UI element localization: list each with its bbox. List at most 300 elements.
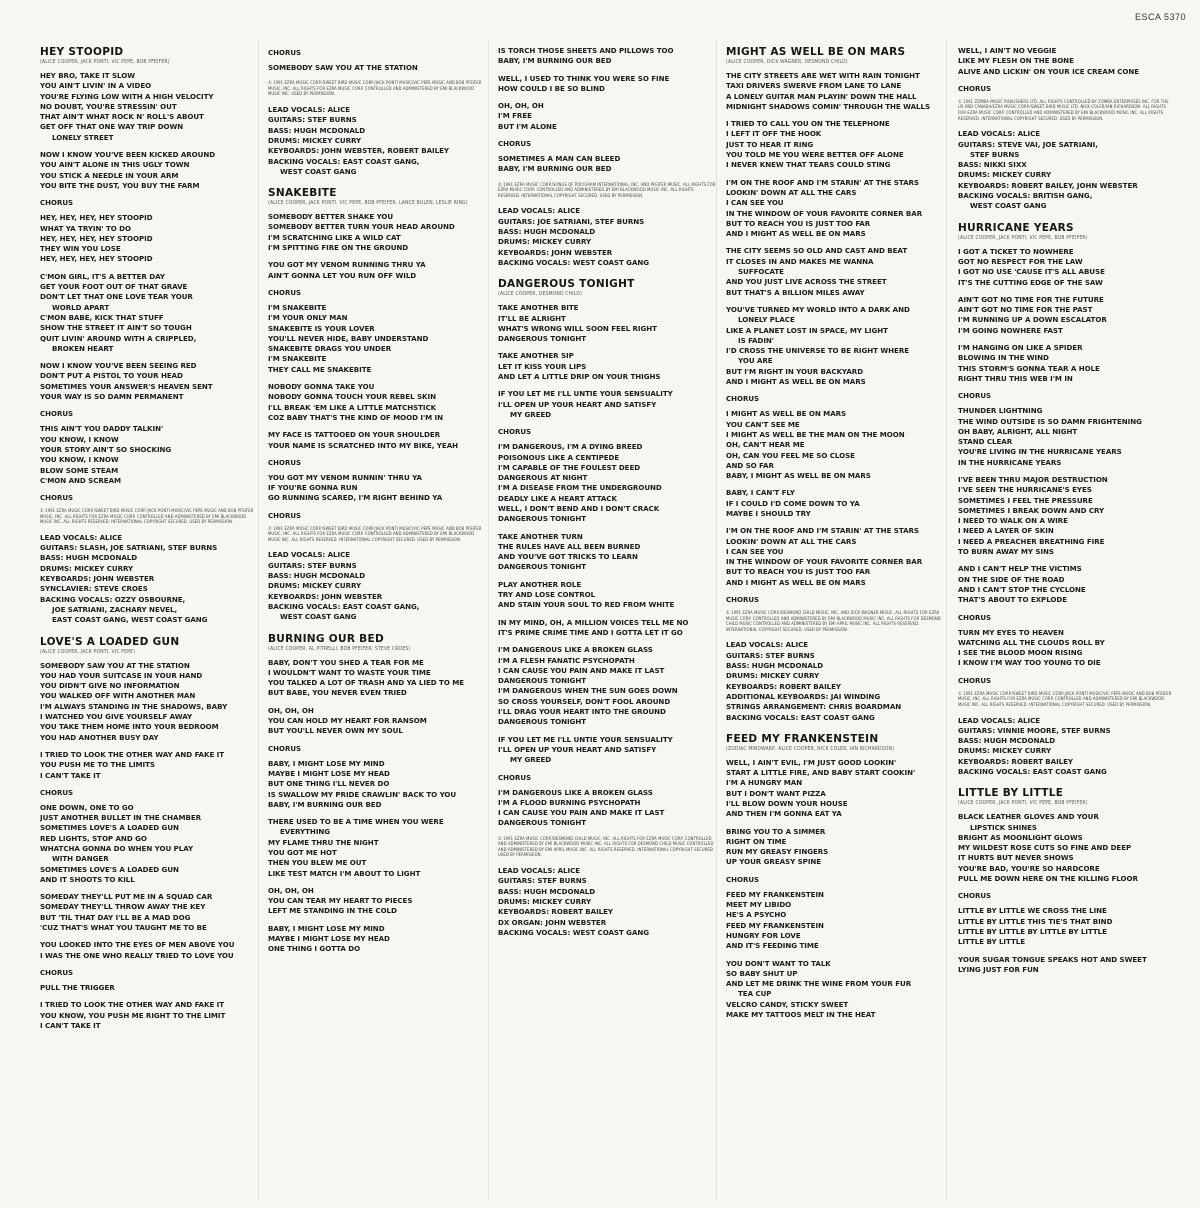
lyric-stanza <box>40 150 258 191</box>
credit-line: KEYBOARDS: ROBERT BAILEY <box>958 756 1074 766</box>
lyric-line: START A LITTLE FIRE, AND BABY START COOKIN' <box>726 768 916 778</box>
lyric-line: EVERYTHING <box>280 827 331 837</box>
lyric-line: YOU CAN'T SEE ME <box>726 419 800 429</box>
lyric-line: THEY WIN YOU LOSE <box>40 244 121 254</box>
chorus-label: CHORUS <box>268 288 302 297</box>
lyric-line: SOMEBODY SAW YOU AT THE STATION <box>268 63 418 72</box>
lyric-line: LITTLE BY LITTLE THIS TIE'S THAT BIND <box>958 916 1113 926</box>
lyric-line: I WATCHED YOU GIVE YOURSELF AWAY <box>40 712 193 722</box>
lyric-line: WORLD APART <box>52 302 110 312</box>
lyric-line: AND YOU'VE GOT TRICKS TO LEARN <box>498 552 638 562</box>
lyric-line: RIGHT THRU THIS WEB I'M IN <box>958 373 1073 383</box>
chorus-label: CHORUS <box>958 892 992 901</box>
lyric-line: MY FLAME THRU THE NIGHT <box>268 837 379 847</box>
lyric-line: OH BABY, ALRIGHT, ALL NIGHT <box>958 426 1078 436</box>
lyric-line: BUT YOU'LL NEVER OWN MY SOUL <box>268 726 403 736</box>
lyric-stanza <box>40 803 258 885</box>
credit-line: KEYBOARDS: ROBERT BAILEY, JOHN WEBSTER <box>958 180 1138 190</box>
lyric-line: I'VE BEEN THRU MAJOR DESTRUCTION <box>958 474 1108 484</box>
credit-line: JOE SATRIANI, ZACHARY NEVEL, <box>52 604 178 614</box>
lyric-line: HEY, HEY, HEY, HEY STOOPID <box>40 213 153 223</box>
lyric-line: THEY CALL ME SNAKEBITE <box>268 364 372 374</box>
lyric-line: SOMETIMES LOVE'S A LOADED GUN <box>40 823 179 833</box>
lyric-line: THE CITY STREETS ARE WET WITH RAIN TONIGHT <box>726 71 920 80</box>
lyric-line: YOU'VE TURNED MY WORLD INTO A DARK AND <box>726 304 910 314</box>
chorus-label: CHORUS <box>40 968 74 977</box>
song-title: MIGHT AS WELL BE ON MARS <box>726 46 906 58</box>
lyric-stanza <box>726 119 944 170</box>
lyric-line: BABY, I'M BURNING OUR BED <box>498 164 612 174</box>
lyric-stanza <box>498 351 716 382</box>
lyric-line: JUST TO HEAR IT RING <box>726 139 814 149</box>
lyric-line: LOOKIN' DOWN AT ALL THE CARS <box>726 187 857 197</box>
credit-line: LEAD VOCALS: ALICE <box>726 640 809 650</box>
lyric-line: UP YOUR GREASY SPINE <box>726 857 822 867</box>
lyric-line: I CAN CAUSE YOU PAIN AND MAKE IT LAST <box>498 665 665 675</box>
lyric-line: LIKE TEST MATCH I'M ABOUT TO LIGHT <box>268 868 421 878</box>
credit-line: GUITARS: STEF BURNS <box>726 650 815 660</box>
lyric-line: I GOT NO USE 'CAUSE IT'S ALL ABUSE <box>958 267 1105 277</box>
lyric-stanza <box>958 406 1172 468</box>
lyric-line: YOU PUSH ME TO THE LIMITS <box>40 760 155 770</box>
column-divider <box>258 40 259 1200</box>
lyric-line: I NEVER KNEW THAT TEARS COULD STING <box>726 160 891 170</box>
lyric-line: I SEE THE BLOOD MOON RISING <box>958 648 1083 658</box>
lyric-stanza <box>498 532 716 573</box>
lyric-stanza <box>958 906 1172 947</box>
lyric-line: BABY, I MIGHT LOSE MY MIND <box>268 758 385 768</box>
lyric-line: THAT AIN'T WHAT ROCK N' ROLL'S ABOUT <box>40 112 204 122</box>
lyric-line: YOU LOOKED INTO THE EYES OF MEN ABOVE YOU <box>40 940 235 950</box>
credit-line: KEYBOARDS: JOHN WEBSTER, ROBERT BAILEY <box>268 146 449 156</box>
lyric-stanza <box>958 475 1172 557</box>
lyric-line: I MIGHT AS WELL BE ON MARS <box>726 409 847 419</box>
chorus-label: CHORUS <box>498 428 532 437</box>
credit-line: BACKING VOCALS: EAST COAST GANG, <box>268 156 420 166</box>
personnel-credits <box>958 129 1172 211</box>
lyric-line: I'M A DISEASE FROM THE UNDERGROUND <box>498 483 662 493</box>
lyric-line: I LEFT IT OFF THE HOOK <box>726 129 822 139</box>
credit-line: STRINGS ARRANGEMENT: CHRIS BOARDMAN <box>726 702 902 712</box>
lyric-line: BABY, DON'T YOU SHED A TEAR FOR ME <box>268 657 424 667</box>
lyric-stanza <box>498 645 716 727</box>
lyric-line: BABY, I'M BURNING OUR BED <box>268 799 382 809</box>
lyric-line: JUST ANOTHER BULLET IN THE CHAMBER <box>40 813 202 823</box>
column-divider <box>946 40 947 1200</box>
lyric-line: IT'LL BE ALRIGHT <box>498 313 566 323</box>
credit-line: BASS: HUGH MCDONALD <box>40 553 138 563</box>
lyric-stanza <box>958 247 1172 288</box>
lyric-line: YOU KNOW, YOU PUSH ME RIGHT TO THE LIMIT <box>40 1010 226 1020</box>
lyric-stanza <box>498 735 716 766</box>
song-title: HURRICANE YEARS <box>958 221 1074 234</box>
credit-line: KEYBOARDS: JOHN WEBSTER <box>40 574 155 584</box>
chorus-label: CHORUS <box>268 49 302 57</box>
lyric-line: YOU HAD ANOTHER BUSY DAY <box>40 732 159 742</box>
chorus-label: CHORUS <box>726 395 760 404</box>
lyric-line: BABY, I CAN'T FLY <box>726 488 795 498</box>
lyric-stanza <box>958 46 1172 77</box>
lyric-stanza <box>726 246 944 297</box>
lyric-line: OH, OH, OH <box>268 885 314 895</box>
song-title: BURNING OUR BED <box>268 632 384 645</box>
lyric-line: YOU STICK A NEEDLE IN YOUR ARM <box>40 170 179 180</box>
chorus-label: CHORUS <box>268 458 302 467</box>
lyric-stanza <box>726 409 944 481</box>
lyric-line: NOW I KNOW YOU'VE BEEN KICKED AROUND <box>40 150 216 160</box>
credit-line: EAST COAST GANG, WEST COAST GANG <box>52 615 208 625</box>
lyric-line: SOMETIMES YOUR ANSWER'S HEAVEN SENT <box>40 381 213 391</box>
lyric-line: PULL ME DOWN HERE ON THE KILLING FLOOR <box>958 874 1138 884</box>
lyric-line: YOU DIDN'T GIVE NO INFORMATION <box>40 681 180 691</box>
lyric-line: THE CITY SEEMS SO OLD AND CAST AND BEAT <box>726 246 908 256</box>
lyric-line: I'M SNAKEBITE <box>268 302 327 312</box>
lyric-line: I NEED TO WALK ON A WIRE <box>958 516 1068 526</box>
lyric-line: NO DOUBT, YOU'RE STRESSIN' OUT <box>40 101 177 111</box>
copyright-notice: © 1991 EZRA MUSIC CORP./SWEET BIRD MUSIC CORP./JACK PONTI MUSIC/VIC PEPE MUSIC AND BOB PFEIFER MUSIC, INC. ALL RIGHTS FOR EZRA MUSIC CORP. CONTROLLED AND ADMINISTERED BY EMI BLACKWOOD MUSIC INC. ALL RIGHTS RESERVED. INTERNATIONAL COPYRIGHT SECURED. USED BY PERMISSION. <box>40 508 254 525</box>
copyright-notice: © 1991 EZRA MUSIC CORP./SONGS OF POLYGRAM INTERNATIONAL, INC. AND PFEIFER MUSIC. ALL RIGHTS FOR EZRA MUSIC CORP. CONTROLLED AND ADMINISTERED BY EMI BLACKWOOD MUSIC INC. ALL RIGHTS RESERVED. INTERNATIONAL COPYRIGHT SECURED. USED BY PERMISSION. <box>498 181 716 198</box>
personnel-credits <box>268 105 486 177</box>
lyric-line: BUT I'M RIGHT IN YOUR BACKYARD <box>726 366 864 376</box>
lyric-line: OH, CAN'T HEAR ME <box>726 440 805 450</box>
lyric-line: I'M SCRATCHING LIKE A WILD CAT <box>268 232 401 242</box>
lyric-line: YOUR WAY IS SO DAMN PERMANENT <box>40 392 184 402</box>
credit-line: STEF BURNS <box>970 149 1020 159</box>
lyric-line: YOU'RE LIVING IN THE HURRICANE YEARS <box>958 447 1122 457</box>
lyric-line: LET IT KISS YOUR LIPS <box>498 361 587 371</box>
lyric-stanza <box>40 71 258 143</box>
lyric-line: I CAN CAUSE YOU PAIN AND MAKE IT LAST <box>498 808 665 818</box>
lyric-line: THERE USED TO BE A TIME WHEN YOU WERE <box>268 817 444 827</box>
lyric-line: BLACK LEATHER GLOVES AND YOUR <box>958 812 1099 822</box>
lyric-line: YOU KNOW, I KNOW <box>40 434 119 444</box>
lyric-stanza <box>40 361 258 402</box>
lyric-stanza <box>958 564 1172 605</box>
lyric-line: I NEED A LAYER OF SKIN <box>958 526 1054 536</box>
lyric-line: IS TORCH THOSE SHEETS AND PILLOWS TOO <box>498 46 674 55</box>
credit-line: BACKING VOCALS: EAST COAST GANG <box>726 712 875 722</box>
lyric-line: THUNDER LIGHTNING <box>958 406 1043 416</box>
lyric-line: ALIVE AND LICKIN' ON YOUR ICE CREAM CONE <box>958 66 1140 76</box>
credit-line: SYNCLAVIER: STEVE CROES <box>40 584 148 594</box>
lyric-line: TEA CUP <box>738 989 772 999</box>
lyric-stanza <box>268 260 486 281</box>
column-divider <box>488 40 489 1200</box>
chorus-label: CHORUS <box>268 744 302 753</box>
lyric-line: AND I MIGHT AS WELL BE ON MARS <box>726 377 866 387</box>
lyric-stanza <box>268 817 486 879</box>
lyric-line: BUT BABE, YOU NEVER EVEN TRIED <box>268 688 407 698</box>
lyric-line: BUT TO REACH YOU IS JUST TOO FAR <box>726 218 871 228</box>
lyric-line: HE'S A PSYCHO <box>726 910 787 920</box>
lyric-line: ONE THING I GOTTA DO <box>268 944 361 954</box>
lyric-line: I'M ON THE ROOF AND I'M STARIN' AT THE STARS <box>726 526 919 536</box>
lyric-line: BABY, I'M BURNING OUR BED <box>498 56 612 66</box>
credit-line: BASS: HUGH MCDONALD <box>498 886 596 896</box>
chorus-label: CHORUS <box>726 596 760 605</box>
lyric-line: LITTLE BY LITTLE <box>958 937 1026 947</box>
credit-line: DRUMS: MICKEY CURRY <box>958 746 1052 756</box>
lyric-line: SOMETIMES I FEEL THE PRESSURE <box>958 495 1093 505</box>
lyric-line: BLOWING IN THE WIND <box>958 353 1049 363</box>
lyric-line: LONELY STREET <box>52 132 114 142</box>
credit-line: GUITARS: JOE SATRIANI, STEF BURNS <box>498 216 645 226</box>
lyric-line: I'M DANGEROUS WHEN THE SUN GOES DOWN <box>498 686 678 696</box>
lyric-line: WELL, I USED TO THINK YOU WERE SO FINE <box>498 73 670 83</box>
lyric-line: I'LL DRAG YOUR HEART INTO THE GROUND <box>498 707 666 717</box>
lyric-stanza <box>40 1000 258 1031</box>
lyric-line: SOMETIMES I BREAK DOWN AND CRY <box>958 505 1105 515</box>
lyric-line: LOOKIN' DOWN AT ALL THE CARS <box>726 536 857 546</box>
lyric-line: THE RULES HAVE ALL BEEN BURNED <box>498 541 641 551</box>
lyric-line: MY GREED <box>510 755 552 765</box>
lyric-stanza <box>40 892 258 933</box>
lyric-line: SOMEDAY THEY'LL PUT ME IN A SQUAD CAR <box>40 892 213 902</box>
lyric-line: DANGEROUS TONIGHT <box>498 818 587 828</box>
lyric-line: LIPSTICK SHINES <box>970 822 1037 832</box>
lyric-stanza <box>726 758 944 820</box>
lyric-line: SHOW THE STREET IT AIN'T SO TOUGH <box>40 323 192 333</box>
lyric-line: YOUR SUGAR TONGUE SPEAKS HOT AND SWEET <box>958 954 1147 964</box>
lyric-line: TAKE ANOTHER TURN <box>498 531 583 541</box>
lyric-line: BRING YOU TO A SIMMER <box>726 826 826 836</box>
chorus-label: CHORUS <box>40 199 74 208</box>
lyric-line: I'VE SEEN THE HURRICANE'S EYES <box>958 485 1092 495</box>
lyric-line: C'MON GIRL, IT'S A BETTER DAY <box>40 271 165 281</box>
credit-line: LEAD VOCALS: ALICE <box>268 550 351 560</box>
credit-line: BASS: HUGH MCDONALD <box>268 571 366 581</box>
songwriter-credit: (ALICE COOPER, JACK PONTI, VIC PEPE, BOB PFEIFER, LANCE BULEN, LESLIE RING) <box>268 200 468 207</box>
lyric-line: BABY, I MIGHT AS WELL BE ON MARS <box>726 471 871 481</box>
personnel-credits <box>958 716 1172 778</box>
lyric-line: DANGEROUS TONIGHT <box>498 676 587 686</box>
lyric-stanza <box>40 661 258 743</box>
lyric-line: DANGEROUS TONIGHT <box>498 514 587 524</box>
lyric-line: I WAS THE ONE WHO REALLY TRIED TO LOVE YOU <box>40 950 234 960</box>
credit-line: LEAD VOCALS: ALICE <box>958 715 1041 725</box>
lyric-line: IF YOU LET ME I'LL UNTIE YOUR SENSUALITY <box>498 734 673 744</box>
lyric-line: AND I MIGHT AS WELL BE ON MARS <box>726 577 866 587</box>
lyric-line: LIKE MY FLESH ON THE BONE <box>958 56 1074 66</box>
lyric-stanza <box>958 295 1172 336</box>
credit-line: KEYBOARDS: JOHN WEBSTER <box>268 591 383 601</box>
lyric-line: DEADLY LIKE A HEART ATTACK <box>498 493 617 503</box>
lyric-line: FEED MY FRANKENSTEIN <box>726 889 824 899</box>
lyric-stanza <box>726 488 944 519</box>
lyric-line: MAYBE I SHOULD TRY <box>726 508 811 518</box>
credit-line: WEST COAST GANG <box>280 166 357 176</box>
lyric-stanza <box>498 101 716 132</box>
lyric-line: YOU WALKED OFF WITH ANOTHER MAN <box>40 691 196 701</box>
lyric-line: HUNGRY FOR LOVE <box>726 930 801 940</box>
lyric-line: YOU DON'T WANT TO TALK <box>726 958 831 968</box>
lyric-stanza <box>726 178 944 240</box>
lyric-stanza <box>498 618 716 639</box>
lyric-line: I'M A FLOOD BURNING PSYCHOPATH <box>498 797 641 807</box>
lyric-line: I KNOW I'M WAY TOO YOUNG TO DIE <box>958 658 1101 668</box>
lyric-line: AND LET ME DRINK THE WINE FROM YOUR FUR <box>726 979 912 989</box>
column-divider <box>716 40 717 1200</box>
lyric-line: AIN'T GOT NO TIME FOR THE PAST <box>958 305 1093 315</box>
lyric-line: I TRIED TO LOOK THE OTHER WAY AND FAKE IT <box>40 749 225 759</box>
lyric-line: NOW I KNOW YOU'VE BEEN SEEING RED <box>40 361 197 371</box>
lyric-line: IF I COULD I'D COME DOWN TO YA <box>726 498 860 508</box>
credit-line: LEAD VOCALS: ALICE <box>498 206 581 216</box>
lyric-line: GO RUNNING SCARED, I'M RIGHT BEHIND YA <box>268 493 443 503</box>
lyric-line: I'LL OPEN UP YOUR HEART AND SATISFY <box>498 744 657 754</box>
lyric-line: AND I MIGHT AS WELL BE ON MARS <box>726 229 866 239</box>
lyric-line: A LONELY GUITAR MAN PLAYIN' DOWN THE HALL <box>726 91 917 101</box>
lyric-line: THIS AIN'T YOU DADDY TALKIN' <box>40 424 164 434</box>
lyric-line: YOU TAKE THEM HOME INTO YOUR BEDROOM <box>40 722 219 732</box>
lyric-line: TAXI DRIVERS SWERVE FROM LANE TO LANE <box>726 81 902 91</box>
copyright-notice: © 1991 EZRA MUSIC CORP./SWEET BIRD MUSIC CORP./JACK PONTI MUSIC/VIC PEPE MUSIC AND BOB PFEIFER MUSIC, INC. ALL RIGHTS FOR EZRA MUSIC CORP. CONTROLLED AND ADMINISTERED BY EMI BLACKWOOD MUSIC INC. ALL RIGHTS RESERVED. INTERNATIONAL COPYRIGHT SECURED. USED BY PERMISSION. <box>268 525 482 542</box>
songwriter-credit: (ZODIAC MINDWARP, ALICE COOPER, NICK COLER, IAN RICHARDSON) <box>726 745 895 752</box>
chorus-label: CHORUS <box>40 788 74 797</box>
credit-line: LEAD VOCALS: ALICE <box>268 105 351 115</box>
credit-line: LEAD VOCALS: ALICE <box>40 532 123 542</box>
lyric-line: ON THE SIDE OF THE ROAD <box>958 574 1065 584</box>
lyric-line: I'M RUNNING UP A DOWN ESCALATOR <box>958 315 1107 325</box>
credit-line: GUITARS: VINNIE MOORE, STEF BURNS <box>958 725 1111 735</box>
lyric-line: THAT'S ABOUT TO EXPLODE <box>958 595 1068 605</box>
lyric-line: I'M FREE <box>498 111 532 121</box>
lyric-line: RIGHT ON TIME <box>726 836 787 846</box>
lyric-line: I CAN'T TAKE IT <box>40 1020 101 1030</box>
lyric-line: AND I CAN'T STOP THE CYCLONE <box>958 584 1086 594</box>
song-title: LOVE'S A LOADED GUN <box>40 635 180 648</box>
lyric-line: TAKE ANOTHER SIP <box>498 351 574 361</box>
credit-line: BACKING VOCALS: EAST COAST GANG <box>958 767 1107 776</box>
chorus-label: CHORUS <box>498 140 532 149</box>
lyric-line: SOMEBODY BETTER SHAKE YOU <box>268 212 394 222</box>
lyric-line: AIN'T GONNA LET YOU RUN OFF WILD <box>268 270 417 280</box>
lyric-line: BLOW SOME STEAM <box>40 465 119 475</box>
lyric-line: LIKE A PLANET LOST IN SPACE, MY LIGHT <box>726 325 888 335</box>
songwriter-credit: (ALICE COOPER, JACK PONTI, VIC PEPE, BOB PFEIFER) <box>958 234 1088 241</box>
lyric-stanza <box>268 63 486 73</box>
credit-line: ADDITIONAL KEYBOARDS: JAI WINDING <box>726 691 881 701</box>
lyric-stanza <box>268 382 486 423</box>
lyric-line: RUN MY GREASY FINGERS <box>726 847 829 857</box>
lyric-line: I NEED A PREACHER BREATHING FIRE <box>958 536 1105 546</box>
lyric-line: NOBODY GONNA TOUCH YOUR REBEL SKIN <box>268 392 436 402</box>
lyric-line: LITTLE BY LITTLE WE CROSS THE LINE <box>958 906 1107 916</box>
copyright-notice: © 1991 EZRA MUSIC CORP./SWEET BIRD MUSIC CORP./JACK PONTI MUSIC/VIC PEPE MUSIC AND BOB PFEIFER MUSIC, INC. ALL RIGHTS FOR EZRA MUSIC CORP. CONTROLLED AND ADMINISTERED BY EMI BLACKWOOD MUSIC INC. ALL RIGHTS RESERVED. INTERNATIONAL COPYRIGHT SECURED. USED BY PERMISSION. <box>958 690 1172 707</box>
credit-line: KEYBOARDS: ROBERT BAILEY <box>498 907 614 917</box>
lyric-line: SOMEBODY BETTER TURN YOUR HEAD AROUND <box>268 222 455 232</box>
personnel-credits <box>498 206 716 268</box>
lyric-line: IN THE HURRICANE YEARS <box>958 457 1062 467</box>
lyric-line: YOU'RE BAD, YOU'RE SO HARDCORE <box>958 863 1100 873</box>
credit-line: KEYBOARDS: JOHN WEBSTER <box>498 247 613 257</box>
lyric-stanza <box>726 526 944 588</box>
lyric-stanza <box>498 46 716 67</box>
songwriter-credit: (ALICE COOPER, JACK PONTI, VIC PEPE) <box>40 648 136 655</box>
lyric-line: MY GREED <box>510 409 552 419</box>
lyric-stanza <box>498 74 716 95</box>
lyric-line: DANGEROUS TONIGHT <box>498 717 587 727</box>
lyric-line: OH, OH, OH <box>498 101 544 111</box>
lyric-line: I'M DANGEROUS, I'M A DYING BREED <box>498 442 643 452</box>
lyric-line: I MIGHT AS WELL BE THE MAN ON THE MOON <box>726 429 905 439</box>
lyric-line: I'M CAPABLE OF THE FOULEST DEED <box>498 462 641 472</box>
credit-line: GUITARS: STEF BURNS <box>498 876 587 886</box>
lyric-line: I CAN SEE YOU <box>726 198 784 208</box>
credit-line: BASS: HUGH MCDONALD <box>726 661 824 671</box>
copyright-notice: © 1991 EZRA MUSIC CORP./SWEET BIRD MUSIC CORP./JACK PONTI MUSIC/VIC PEPE MUSIC AND BOB PFEIFER MUSIC, INC. ALL RIGHTS FOR EZRA MUSIC CORP. CONTROLLED AND ADMINISTERED BY EMI BLACKWOOD MUSIC INC. USED BY PERMISSION. <box>268 80 482 97</box>
chorus-label: CHORUS <box>958 613 992 622</box>
lyric-line: I'M GOING NOWHERE FAST <box>958 325 1063 335</box>
lyric-line: IT CLOSES IN AND MAKES ME WANNA <box>726 256 874 266</box>
lyric-line: BUT I'M ALONE <box>498 121 557 131</box>
lyric-line: I TRIED TO CALL YOU ON THE TELEPHONE <box>726 119 890 129</box>
lyric-line: AND LET A LITTLE DRIP ON YOUR THIGHS <box>498 372 661 382</box>
song-title: HEY STOOPID <box>40 46 124 58</box>
lyric-line: WELL, I AIN'T EVIL, I'M JUST GOOD LOOKIN' <box>726 757 897 767</box>
lyric-line: I WOULDN'T WANT TO WASTE YOUR TIME <box>268 667 431 677</box>
lyric-line: GOT NO RESPECT FOR THE LAW <box>958 256 1083 266</box>
lyric-stanza <box>958 955 1172 976</box>
lyric-line: I CAN SEE YOU <box>726 546 784 556</box>
lyric-line: MY WILDEST ROSE CUTS SO FINE AND DEEP <box>958 843 1132 853</box>
lyric-line: BUT I DON'T WANT PIZZA <box>726 788 826 798</box>
lyrics-column-5 <box>958 46 1172 1196</box>
songwriter-credit: (ALICE COOPER, AL PITRELLI, BOB PFEIFER, STEVE CROES) <box>268 645 411 652</box>
lyric-stanza <box>958 628 1172 669</box>
lyric-line: AIN'T GOT NO TIME FOR THE FUTURE <box>958 294 1104 304</box>
lyric-line: IT'S PRIME CRIME TIME AND I GOTTA LET IT GO <box>498 627 683 637</box>
lyric-line: IN MY MIND, OH, A MILLION VOICES TELL ME NO <box>498 617 689 627</box>
song-title: DANGEROUS TONIGHT <box>498 278 635 291</box>
lyric-line: SO BABY SHUT UP <box>726 968 798 978</box>
lyric-stanza <box>268 303 486 375</box>
lyric-line: SOMEBODY SAW YOU AT THE STATION <box>40 660 190 670</box>
lyric-stanza <box>958 812 1172 884</box>
lyric-line: IF YOU LET ME I'LL UNTIE YOUR SENSUALITY <box>498 389 673 399</box>
lyric-stanza <box>958 343 1172 384</box>
lyric-line: SNAKEBITE DRAGS YOU UNDER <box>268 344 392 354</box>
lyric-line: I'LL BREAK 'EM LIKE A LITTLE MATCHSTICK <box>268 402 437 412</box>
lyric-line: WHAT YA TRYIN' TO DO <box>40 223 131 233</box>
lyric-line: YOU GOT ME HOT <box>268 848 337 857</box>
lyric-line: YOU BITE THE DUST, YOU BUY THE FARM <box>40 180 200 190</box>
songwriter-credit: (ALICE COOPER, JACK PONTI, VIC PEPE, BOB PFEIFER) <box>40 59 170 65</box>
lyric-line: THEN YOU BLEW ME OUT <box>268 858 367 868</box>
lyric-line: AND IT SHOOTS TO KILL <box>40 874 135 884</box>
lyric-line: IT'S THE CUTTING EDGE OF THE SAW <box>958 277 1103 287</box>
lyrics-column-4 <box>726 46 944 1196</box>
lyric-line: YOUR NAME IS SCRATCHED INTO MY BIKE, YEAH <box>268 440 459 450</box>
lyric-line: TURN MY EYES TO HEAVEN <box>958 627 1064 637</box>
lyric-line: IN THE WINDOW OF YOUR FAVORITE CORNER BAR <box>726 208 923 218</box>
credit-line: GUITARS: SLASH, JOE SATRIANI, STEF BURNS <box>40 543 218 553</box>
lyric-line: THE WIND OUTSIDE IS SO DAMN FRIGHTENING <box>958 416 1142 426</box>
chorus-label: CHORUS <box>958 676 992 685</box>
personnel-credits <box>268 550 486 622</box>
lyric-line: BUT THAT'S A BILLION MILES AWAY <box>726 287 865 297</box>
lyric-line: BABY, I MIGHT LOSE MY MIND <box>268 923 385 933</box>
copyright-notice: © 1991 EZRA MUSIC CORP./DESMOND CHILD MUSIC, INC. AND DICK WAGNER MUSIC. ALL RIGHTS FOR EZRA MUSIC CORP. CONTROLLED AND ADMINISTERED BY EMI BLACKWOOD MUSIC INC. ALL RIGHTS FOR DESMOND CHILD MUSIC CONTROLLED AND ADMINISTERED BY EMI APRIL MUSIC INC. ALL RIGHTS RESERVED. INTERNATIONAL COPYRIGHT SECURED. USED BY PERMISSION. <box>726 610 941 632</box>
lyric-line: I'M HANGING ON LIKE A SPIDER <box>958 343 1083 353</box>
lyric-line: AND THEN I'M GONNA EAT YA <box>726 809 842 819</box>
lyric-stanza <box>40 272 258 354</box>
credit-line: DRUMS: MICKEY CURRY <box>726 671 820 681</box>
lyric-stanza <box>726 959 944 1021</box>
credit-line: GUITARS: STEVE VAI, JOE SATRIANI, <box>958 139 1098 149</box>
lyric-line: YOU GOT MY VENOM RUNNIN' THRU YA <box>268 472 422 482</box>
lyric-stanza <box>268 886 486 917</box>
